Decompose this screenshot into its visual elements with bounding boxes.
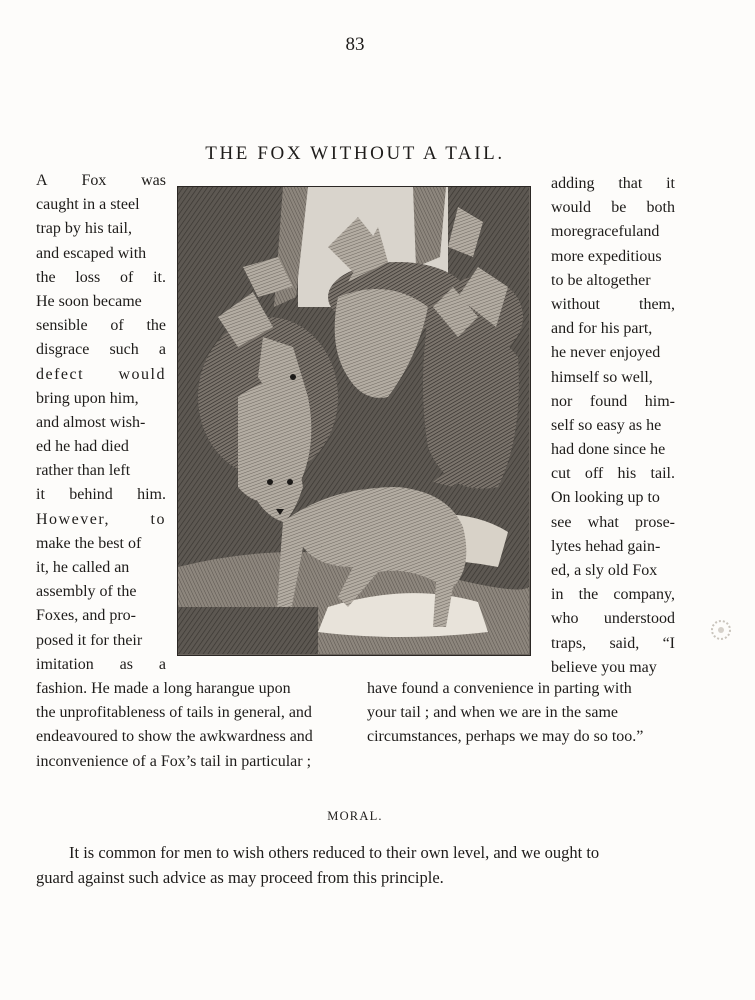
text-line: However, to [36,510,166,528]
text-line: would be both [551,199,675,217]
text-line: bring upon him, [36,389,139,407]
text-line: self so easy as he [551,416,662,434]
fable-left-column [36,169,166,677]
text-line: to be altogether [551,271,651,289]
text-line: had done since he [551,441,666,459]
text-line: posed it for their [36,631,143,649]
text-line: see what prose- [551,513,675,531]
page-number: 83 [345,34,365,55]
fable-title: THE FOX WITHOUT A TAIL. [205,143,505,164]
text-line: without them, [551,295,675,313]
paper-stain [708,617,734,643]
fable-bottom-right [367,677,673,750]
text-line: more expeditious [551,247,662,265]
text-line: it behind him. [36,486,166,504]
text-line: and almost wish- [36,413,146,431]
text-line: rather than left [36,462,131,480]
text-line: fashion. He made a long harangue upon [36,680,291,697]
fable-bottom-left [36,677,347,774]
text-line: imitation as a [36,655,166,673]
text-line: He soon became [36,292,142,310]
text-line: the unprofitableness of tails in general, and [36,704,312,722]
text-line: himself so well, [551,368,653,386]
text-line: On looking up to [551,489,660,507]
text-line: ed, a sly old Fox [551,562,658,579]
text-line: who understood [551,610,675,628]
text-line: defect would [36,365,166,383]
fox-illustration [177,186,531,656]
text-line: guard against such advice as may proceed from this principle. [36,868,444,887]
text-line: he never enjoyed [551,344,661,362]
text-line: have found a convenience in parting with [367,680,632,697]
text-line: inconvenience of a Fox’s tail in particular ; [36,752,312,770]
text-line: disgrace such a [36,341,166,359]
text-line: adding that it [551,175,675,192]
text-line: It is common for men to wish others reduced to their own level, and we ought to [69,843,600,862]
text-line: lytes hehad gain- [551,537,661,555]
text-line: Foxes, and pro- [36,607,136,625]
text-line: make the best of [36,534,142,552]
moral-heading: MORAL. [327,809,383,823]
text-line: trap by his tail, [36,220,132,238]
text-line: ed he had died [36,438,129,456]
text-line: nor found him- [551,392,675,410]
text-line: caught in a steel [36,196,140,214]
text-line: circumstances, perhaps we may do so too.” [367,728,644,746]
text-line: traps, said, “I [551,634,675,652]
text-line: moregracefuland [551,223,660,241]
text-line: endeavoured to show the awkwardness and [36,728,313,746]
text-line: believe you may [551,658,657,676]
text-line: cut off his tail. [551,465,675,483]
moral-text [36,840,672,890]
text-line: it, he called an [36,559,130,576]
text-line: and escaped with [36,244,147,262]
text-line: assembly of the [36,583,137,601]
text-line: sensible of the [36,317,166,335]
text-line: the loss of it. [36,268,166,286]
fable-right-column [551,172,675,680]
text-line: in the company, [551,586,675,604]
text-line: A Fox was [36,172,166,189]
text-line: your tail ; and when we are in the same [367,704,619,722]
text-line: and for his part, [551,320,653,338]
